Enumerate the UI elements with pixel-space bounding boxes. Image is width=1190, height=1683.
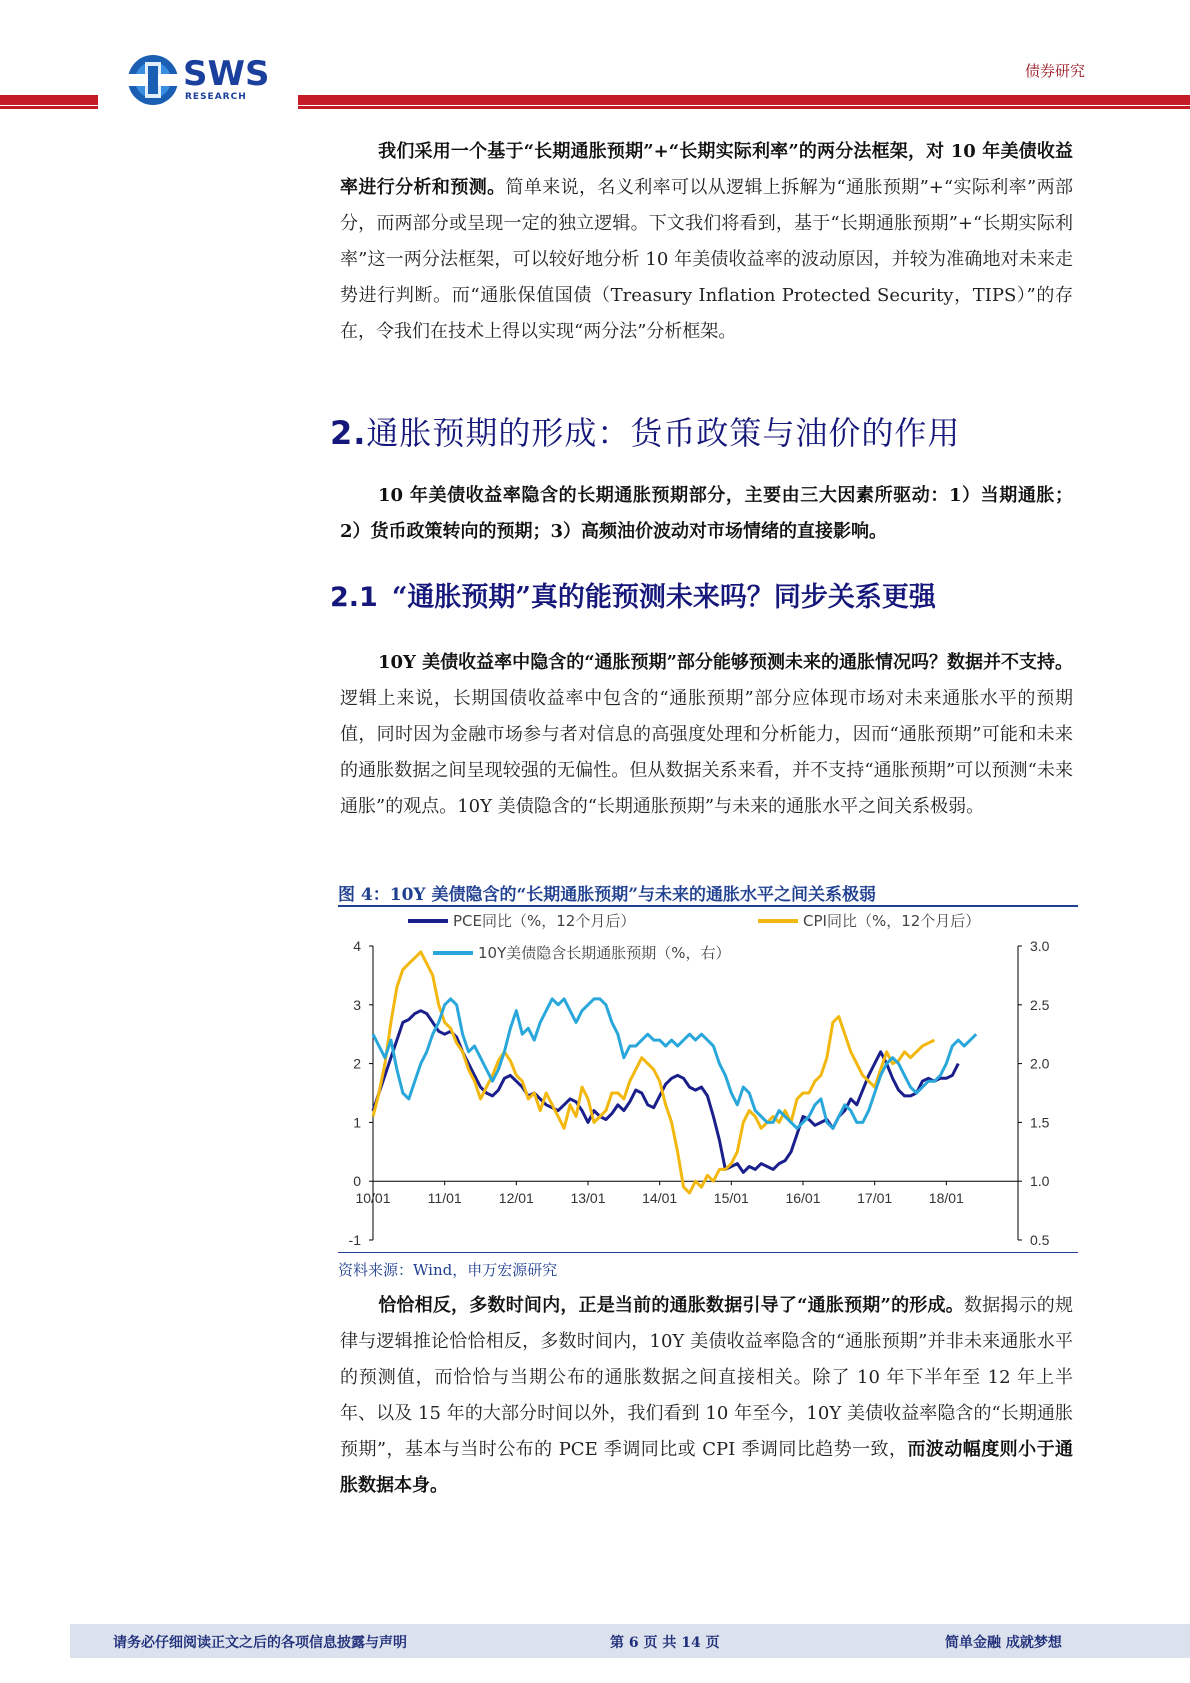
x-tick-label: 11/01 (427, 1190, 462, 1207)
figure-title: 图 4：10Y 美债隐含的“长期通胀预期”与未来的通胀水平之间关系极弱 (338, 885, 877, 905)
paragraph-lead: 10 年美债收益率隐含的长期通胀预期部分，主要由三大因素所驱动：1）当期通胀；2）货币政策转向的预期；3）高频油价波动对市场情绪的直接影响。 (340, 485, 1073, 542)
paragraph-drivers (340, 478, 1073, 550)
figure-bottom-rule (338, 1252, 1078, 1253)
subsection-title: “通胀预期”真的能预测未来吗？同步关系更强 (391, 582, 936, 613)
x-tick-label: 18/01 (928, 1190, 964, 1207)
series-line-2 (373, 952, 934, 1193)
inflation-chart (338, 908, 1078, 1250)
chart-legend (408, 912, 980, 962)
chart-lines (373, 952, 976, 1193)
series-line-3 (373, 999, 976, 1128)
header-thin-rule-left (0, 106, 98, 109)
header-category: 债券研究 (1024, 62, 1085, 80)
y-left-tick-label: 4 (353, 938, 361, 954)
paragraph-body: 数据揭示的规律与逻辑推论恰恰相反，多数时间内，10Y 美债收益率隐含的“通胀预期”并非未来通胀水平的预测值，而恰恰与当期公布的通胀数据之间直接相关。除了 10 年下半年至 12 年上半年、以及 15 年的大部分时间以外，我们看到 10 年至今，10Y 美债收益率隐含的“长期通胀预期”，基本与当时公布的 PCE 季调同比或 CPI 季调同比趋势一致， (340, 1295, 1073, 1460)
paragraph-prediction (340, 645, 1073, 825)
section-number: 2. (330, 414, 367, 452)
header-rule-left (0, 95, 98, 105)
logo-subtext: RESEARCH (185, 92, 247, 102)
header-thin-rule-right (298, 106, 1190, 109)
header-rule-right (298, 95, 1190, 105)
sws-logo (125, 52, 285, 112)
y-right-tick-label: 2.0 (1030, 1055, 1050, 1072)
y-left-tick-label: 2 (353, 1055, 361, 1072)
y-left-tick-label: 1 (353, 1114, 361, 1131)
x-tick-label: 15/01 (713, 1190, 749, 1207)
logo-text: SWS (183, 54, 270, 94)
paragraph-framework (340, 134, 1073, 350)
paragraph-lead: 10Y 美债收益率中隐含的“通胀预期”部分能够预测未来的通胀情况吗？数据并不支持。 (378, 652, 1073, 673)
y-left-tick-label: 0 (353, 1173, 361, 1190)
y-right-tick-label: 1.5 (1030, 1114, 1050, 1131)
paragraph-conclusion: 而波动幅度则小于通胀数据本身。 (340, 1439, 1074, 1496)
chart-axes (349, 938, 1050, 1248)
y-left-tick-label: 3 (353, 996, 361, 1013)
paragraph-synchronous (340, 1288, 1073, 1504)
paragraph-lead: 我们采用一个基于“长期通胀预期”+“长期实际利率”的两分法框架，对 10 年美债收益率进行分析和预测。 (340, 141, 1073, 198)
footer-slogan: 简单金融 成就梦想 (945, 1635, 1062, 1651)
y-right-tick-label: 1.0 (1030, 1173, 1050, 1190)
paragraph-body: 简单来说，名义利率可以从逻辑上拆解为“通胀预期”+“实际利率”两部分，而两部分或呈现一定的独立逻辑。下文我们将看到，基于“长期通胀预期”+“长期实际利率”这一两分法框架，可以较好地分析 10 年美债收益率的波动原因，并较为准确地对未来走势进行判断。而“通胀保值国债（Treasury Inflation Protected Security，TIPS）”的存在，令我们在技术上得以实现“两分法”分析框架。 (340, 177, 1074, 342)
x-tick-label: 16/01 (785, 1190, 821, 1207)
x-tick-label: 12/01 (498, 1190, 534, 1207)
figure-source: 资料来源：Wind，申万宏源研究 (338, 1261, 558, 1279)
y-right-tick-label: 3.0 (1030, 938, 1050, 954)
y-left-tick-label: -1 (348, 1232, 361, 1248)
section-title: 通胀预期的形成：货币政策与油价的作用 (366, 414, 961, 452)
paragraph-body: 逻辑上来说，长期国债收益率中包含的“通胀预期”部分应体现市场对未来通胀水平的预期值，同时因为金融市场参与者对信息的高强度处理和分析能力，因而“通胀预期”可能和未来的通胀数据之间呈现较强的无偏性。但从数据关系来看，并不支持“通胀预期”可以预测“未来通胀”的观点。10Y 美债隐含的“长期通胀预期”与未来的通胀水平之间关系极弱。 (340, 688, 1073, 817)
y-right-tick-label: 2.5 (1030, 996, 1050, 1013)
x-tick-label: 17/01 (857, 1190, 893, 1207)
y-right-tick-label: 0.5 (1030, 1232, 1050, 1248)
series-line-1 (373, 1011, 958, 1173)
paragraph-lead: 恰恰相反，多数时间内，正是当前的通胀数据引导了“通胀预期”的形成。 (378, 1295, 964, 1316)
subsection-heading (330, 575, 936, 614)
legend-label: CPI同比（%，12个月后） (803, 912, 981, 930)
footer-page-number: 第 6 页 共 14 页 (610, 1635, 720, 1651)
legend-label: 10Y美债隐含长期通胀预期（%，右） (478, 944, 731, 962)
figure-title-rule (338, 905, 1078, 907)
legend-label: PCE同比（%，12个月后） (453, 912, 636, 930)
subsection-number: 2.1 (330, 582, 378, 613)
x-tick-label: 10/01 (355, 1190, 391, 1207)
x-tick-label: 14/01 (642, 1190, 678, 1207)
section-heading (330, 408, 960, 454)
x-tick-label: 13/01 (570, 1190, 606, 1207)
footer-disclaimer: 请务必仔细阅读正文之后的各项信息披露与声明 (113, 1635, 407, 1651)
